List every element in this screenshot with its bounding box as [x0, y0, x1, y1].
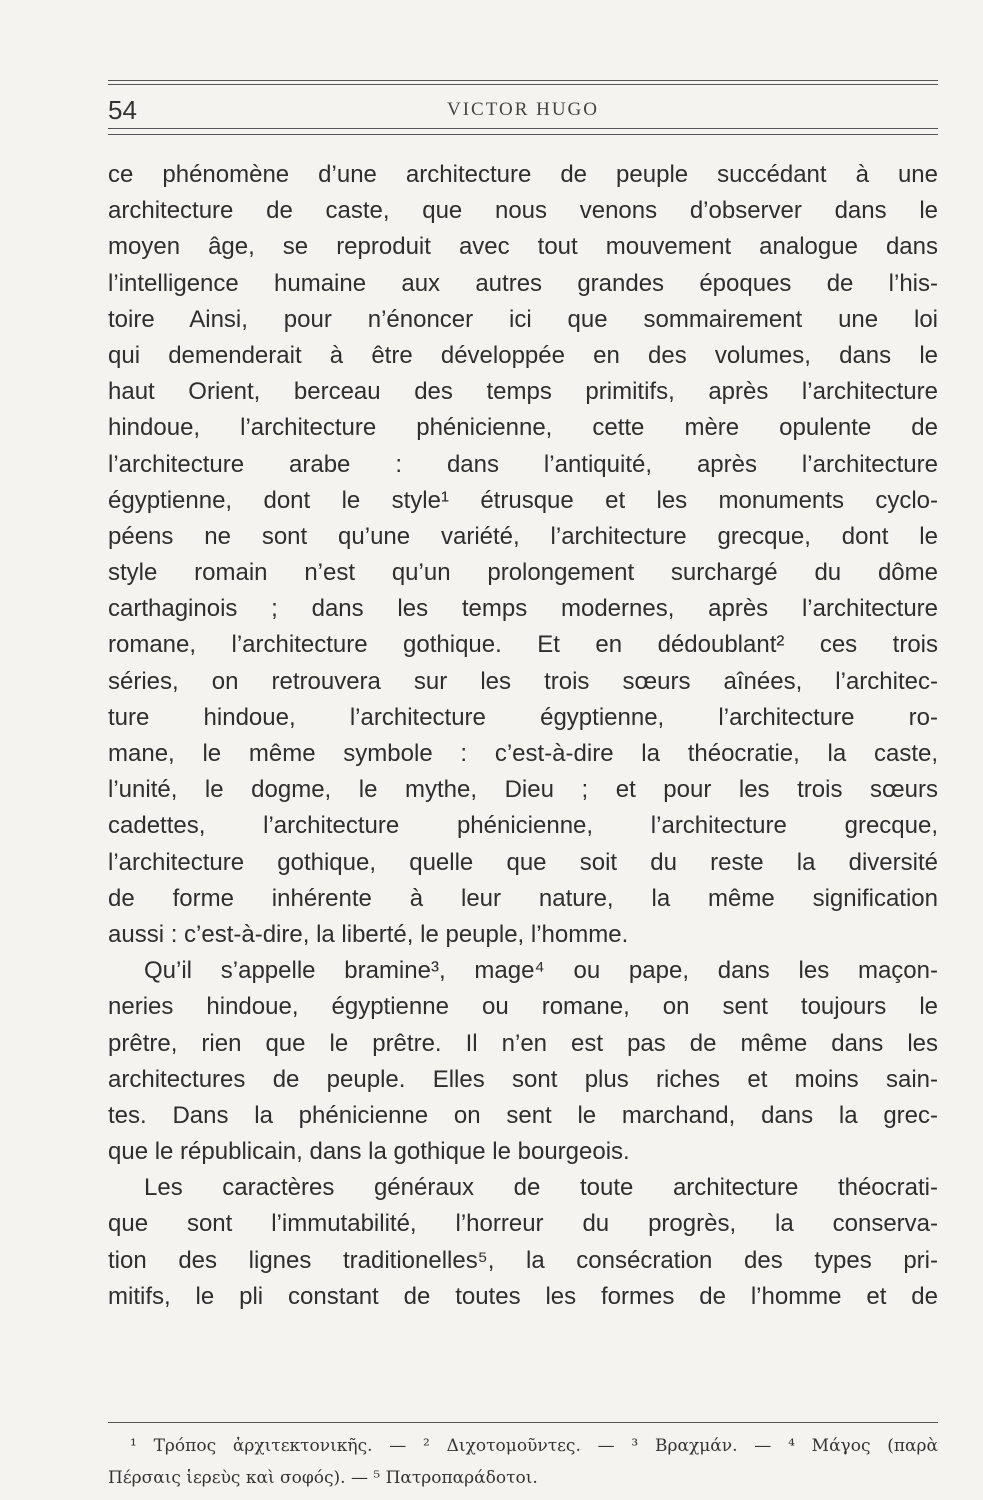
- header-rule-bottom-inner: [108, 134, 938, 135]
- text-line: Qu’il s’appelle bramine³, mage⁴ ou pape, dans les maçon-: [144, 957, 938, 985]
- text-line: l’unité, le dogme, le mythe, Dieu ; et pour les trois sœurs: [108, 776, 938, 804]
- header-rule-top-inner: [108, 84, 938, 85]
- text-line: moyen âge, se reproduit avec tout mouvement analogue dans: [108, 233, 938, 261]
- text-line: que le républicain, dans la gothique le bourgeois.: [108, 1138, 630, 1166]
- text-line: tion des lignes traditionelles⁵, la consécration des types pri-: [108, 1246, 938, 1274]
- page-number: 54: [108, 95, 137, 125]
- text-line: aussi : c’est-à-dire, la liberté, le peuple, l’homme.: [108, 920, 629, 948]
- text-line: égyptienne, dont le style¹ étrusque et les monuments cyclo-: [108, 486, 938, 514]
- text-line: prêtre, rien que le prêtre. Il n’en est pas de même dans les: [108, 1029, 938, 1057]
- text-line: que sont l’immutabilité, l’horreur du progrès, la conserva-: [108, 1210, 938, 1238]
- running-header: [108, 95, 938, 125]
- text-line: architecture de caste, que nous venons d’observer dans le: [108, 197, 938, 225]
- text-line: haut Orient, berceau des temps primitifs, après l’architecture: [108, 378, 938, 406]
- text-line: séries, on retrouvera sur les trois sœurs aînées, l’architec-: [108, 667, 938, 695]
- book-page: [108, 0, 938, 1500]
- text-line: l’architecture gothique, quelle que soit du reste la diversité: [108, 848, 938, 876]
- running-title: VICTOR HUGO: [446, 99, 599, 120]
- text-line: cadettes, l’architecture phénicienne, l’architecture grecque,: [108, 812, 938, 840]
- text-line: mitifs, le pli constant de toutes les formes de l’homme et de: [108, 1282, 938, 1310]
- footnote-rule: [108, 1422, 938, 1423]
- body-text: [108, 157, 938, 1315]
- text-line: architectures de peuple. Elles sont plus riches et moins sain-: [108, 1065, 938, 1093]
- text-line: tes. Dans la phénicienne on sent le marchand, dans la grec-: [108, 1101, 938, 1129]
- header-rule-bottom: [108, 128, 938, 129]
- text-line: l’architecture arabe : dans l’antiquité, après l’architecture: [108, 450, 938, 478]
- text-line: neries hindoue, égyptienne ou romane, on sent toujours le: [108, 993, 938, 1021]
- text-line: l’intelligence humaine aux autres grandes époques de l’his-: [108, 269, 938, 297]
- text-line: carthaginois ; dans les temps modernes, après l’architecture: [108, 595, 938, 623]
- footnote-line: Πέρσαις ἱερεὺς καὶ σοφός). — ⁵ Πατροπαράδοτοι.: [108, 1468, 538, 1488]
- footnote-line: ¹ Τρόπος ἀρχιτεκτονικῆς. — ² Διχοτομοῦντες. — ³ Βραχμάν. — ⁴ Μάγος (παρὰ: [130, 1436, 938, 1456]
- text-line: mane, le même symbole : c’est-à-dire la théocratie, la caste,: [108, 740, 938, 767]
- text-line: ce phénomène d’une architecture de peuple succédant à une: [108, 161, 938, 188]
- text-line: toire Ainsi, pour n’énoncer ici que sommairement une loi: [108, 305, 938, 333]
- text-line: romane, l’architecture gothique. Et en dédoublant² ces trois: [108, 631, 938, 659]
- text-line: Les caractères généraux de toute architecture théocrati-: [144, 1174, 938, 1202]
- footnotes: [108, 1430, 938, 1494]
- text-line: de forme inhérente à leur nature, la même signification: [108, 884, 938, 912]
- header-rule-top: [108, 80, 938, 81]
- text-line: style romain n’est qu’un prolongement surchargé du dôme: [108, 559, 938, 587]
- text-line: qui demenderait à être développée en des volumes, dans le: [108, 341, 938, 369]
- text-line: hindoue, l’architecture phénicienne, cette mère opulente de: [108, 414, 938, 442]
- text-line: péens ne sont qu’une variété, l’architecture grecque, dont le: [108, 522, 938, 550]
- text-line: ture hindoue, l’architecture égyptienne, l’architecture ro-: [108, 703, 938, 731]
